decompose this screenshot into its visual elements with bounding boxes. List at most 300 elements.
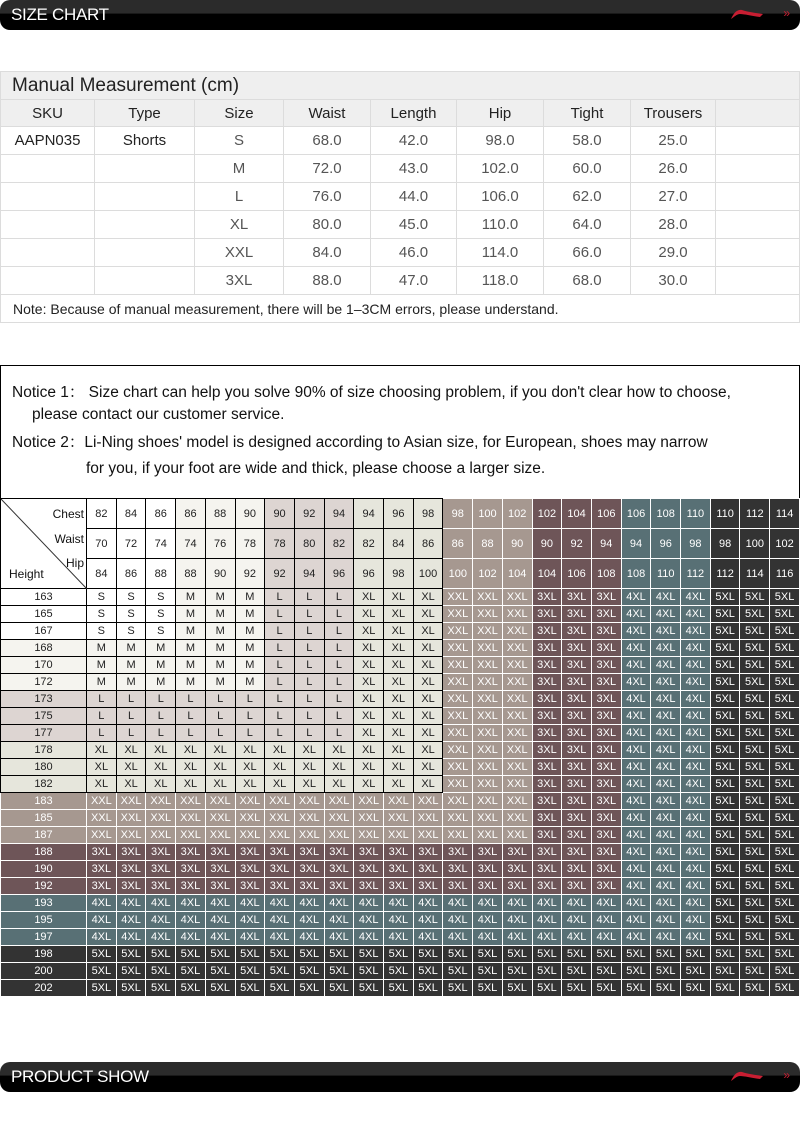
- size-cell: 4XL: [621, 674, 651, 691]
- size-cell: 5XL: [294, 980, 324, 997]
- size-cell: 5XL: [740, 810, 770, 827]
- size-cell: 5XL: [740, 623, 770, 640]
- size-cell: XXL: [205, 810, 235, 827]
- size-cell: XL: [324, 742, 354, 759]
- size-cell: 3XL: [591, 810, 621, 827]
- size-cell: 4XL: [681, 691, 711, 708]
- size-cell: 4XL: [621, 810, 651, 827]
- height-value: 180: [1, 759, 87, 776]
- size-cell: 4XL: [146, 929, 176, 946]
- size-cell: 3XL: [294, 878, 324, 895]
- size-cell: 3XL: [562, 810, 592, 827]
- table-cell: [95, 155, 195, 183]
- hip-value: 88: [146, 559, 176, 589]
- size-cell: 4XL: [473, 912, 503, 929]
- size-cell: 5XL: [532, 946, 562, 963]
- size-cell: 3XL: [532, 878, 562, 895]
- size-cell: XXL: [443, 623, 473, 640]
- size-cell: XL: [354, 725, 384, 742]
- size-cell: L: [146, 708, 176, 725]
- size-cell: 4XL: [621, 844, 651, 861]
- waist-value: 100: [740, 529, 770, 559]
- notice-2-line-1: Notice 2：Li-Ning shoes' model is designed according to Asian size, for European, shoes may narrow: [12, 434, 708, 451]
- size-row: [1, 776, 800, 793]
- hip-value: 84: [87, 559, 117, 589]
- size-cell: 5XL: [710, 776, 740, 793]
- size-cell: 3XL: [502, 844, 532, 861]
- col-header: SKU: [1, 100, 95, 127]
- size-cell: 5XL: [710, 742, 740, 759]
- size-cell: XL: [87, 776, 117, 793]
- table-cell: L: [195, 183, 284, 211]
- size-cell: M: [205, 640, 235, 657]
- size-cell: XL: [384, 708, 414, 725]
- size-cell: XXL: [473, 589, 503, 606]
- size-cell: L: [294, 691, 324, 708]
- height-value: 195: [1, 912, 87, 929]
- size-cell: 5XL: [562, 946, 592, 963]
- size-cell: 4XL: [591, 895, 621, 912]
- hip-value: 108: [621, 559, 651, 589]
- size-cell: 3XL: [591, 844, 621, 861]
- table-cell: 110.0: [457, 211, 544, 239]
- size-cell: XXL: [116, 810, 146, 827]
- size-cell: XXL: [176, 827, 206, 844]
- size-cell: 5XL: [740, 929, 770, 946]
- size-cell: 3XL: [324, 878, 354, 895]
- chest-value: 106: [591, 499, 621, 529]
- size-cell: 5XL: [770, 742, 800, 759]
- size-cell: 4XL: [354, 929, 384, 946]
- size-cell: XXL: [473, 623, 503, 640]
- size-cell: 3XL: [532, 606, 562, 623]
- size-cell: XXL: [502, 708, 532, 725]
- banner-title: SIZE CHART: [11, 5, 109, 24]
- size-cell: 5XL: [384, 963, 414, 980]
- size-cell: 4XL: [681, 895, 711, 912]
- size-cell: 5XL: [770, 674, 800, 691]
- height-value: 187: [1, 827, 87, 844]
- size-cell: 5XL: [710, 606, 740, 623]
- table-cell: [1, 183, 95, 211]
- size-cell: 4XL: [294, 929, 324, 946]
- size-cell: 3XL: [591, 708, 621, 725]
- size-cell: XL: [265, 759, 295, 776]
- height-value: 200: [1, 963, 87, 980]
- size-cell: M: [116, 640, 146, 657]
- size-cell: 5XL: [770, 861, 800, 878]
- size-cell: 4XL: [651, 759, 681, 776]
- size-cell: 5XL: [770, 946, 800, 963]
- table-cell: [716, 239, 800, 267]
- size-cell: L: [116, 708, 146, 725]
- size-cell: 4XL: [87, 929, 117, 946]
- size-cell: 5XL: [116, 946, 146, 963]
- size-cell: XL: [87, 759, 117, 776]
- waist-value: 102: [770, 529, 800, 559]
- size-cell: 5XL: [443, 980, 473, 997]
- size-cell: 5XL: [324, 946, 354, 963]
- table-row: [1, 267, 800, 295]
- size-row: [1, 861, 800, 878]
- waist-value: 94: [591, 529, 621, 559]
- size-cell: 4XL: [324, 912, 354, 929]
- size-cell: 3XL: [473, 844, 503, 861]
- size-cell: 3XL: [532, 827, 562, 844]
- double-chevron-icon: »: [783, 6, 790, 20]
- size-cell: XL: [384, 657, 414, 674]
- waist-value: 84: [384, 529, 414, 559]
- size-cell: L: [265, 691, 295, 708]
- height-value: 172: [1, 674, 87, 691]
- size-cell: M: [146, 674, 176, 691]
- chest-value: 114: [770, 499, 800, 529]
- col-header: Waist: [284, 100, 371, 127]
- size-cell: XXL: [502, 589, 532, 606]
- size-cell: 5XL: [770, 963, 800, 980]
- size-cell: XL: [413, 742, 443, 759]
- col-header: Type: [95, 100, 195, 127]
- size-cell: XXL: [473, 657, 503, 674]
- size-cell: XXL: [265, 810, 295, 827]
- size-cell: L: [205, 691, 235, 708]
- waist-value: 74: [146, 529, 176, 559]
- size-cell: 4XL: [354, 912, 384, 929]
- hip-value: 116: [770, 559, 800, 589]
- table-cell: 68.0: [284, 127, 371, 155]
- size-cell: L: [265, 589, 295, 606]
- size-cell: 3XL: [562, 861, 592, 878]
- size-cell: M: [87, 657, 117, 674]
- size-cell: 3XL: [591, 606, 621, 623]
- size-cell: 5XL: [146, 980, 176, 997]
- header-row: [1, 100, 800, 127]
- chest-value: 86: [176, 499, 206, 529]
- size-cell: 5XL: [621, 946, 651, 963]
- size-cell: 3XL: [532, 793, 562, 810]
- chest-value: 88: [205, 499, 235, 529]
- size-cell: XXL: [443, 606, 473, 623]
- size-cell: XL: [324, 759, 354, 776]
- size-cell: L: [324, 589, 354, 606]
- size-cell: XXL: [235, 793, 265, 810]
- hip-value: 92: [235, 559, 265, 589]
- size-cell: 4XL: [621, 793, 651, 810]
- table-cell: 28.0: [631, 211, 716, 239]
- size-cell: XXL: [384, 793, 414, 810]
- hip-value: 96: [354, 559, 384, 589]
- size-cell: M: [235, 657, 265, 674]
- table-cell: 84.0: [284, 239, 371, 267]
- size-cell: 4XL: [116, 895, 146, 912]
- size-cell: L: [205, 725, 235, 742]
- size-cell: L: [265, 725, 295, 742]
- size-cell: 5XL: [740, 912, 770, 929]
- col-header: Trousers: [631, 100, 716, 127]
- waist-value: 74: [176, 529, 206, 559]
- size-cell: XXL: [502, 776, 532, 793]
- size-cell: 3XL: [235, 878, 265, 895]
- size-cell: 5XL: [591, 946, 621, 963]
- size-cell: 3XL: [116, 844, 146, 861]
- size-row: [1, 623, 800, 640]
- size-cell: 4XL: [205, 929, 235, 946]
- size-cell: XL: [413, 708, 443, 725]
- size-row: [1, 691, 800, 708]
- size-cell: XL: [116, 742, 146, 759]
- chest-value: 106: [621, 499, 651, 529]
- size-cell: 4XL: [681, 742, 711, 759]
- table-cell: Shorts: [95, 127, 195, 155]
- size-cell: 4XL: [681, 657, 711, 674]
- table-title: Manual Measurement (cm): [1, 72, 800, 100]
- table-cell: 68.0: [544, 267, 631, 295]
- double-chevron-icon: »: [783, 1068, 790, 1082]
- size-cell: 4XL: [651, 742, 681, 759]
- size-cell: 4XL: [651, 623, 681, 640]
- height-value: 197: [1, 929, 87, 946]
- height-value: 178: [1, 742, 87, 759]
- size-cell: 5XL: [770, 810, 800, 827]
- size-cell: 3XL: [265, 844, 295, 861]
- hip-value: 88: [176, 559, 206, 589]
- size-cell: L: [235, 708, 265, 725]
- hip-value: 94: [294, 559, 324, 589]
- size-cell: 3XL: [354, 878, 384, 895]
- size-cell: 4XL: [621, 606, 651, 623]
- size-cell: 5XL: [681, 963, 711, 980]
- size-cell: 4XL: [443, 929, 473, 946]
- size-cell: 3XL: [176, 878, 206, 895]
- size-cell: 5XL: [651, 946, 681, 963]
- size-cell: 3XL: [591, 640, 621, 657]
- size-row: [1, 844, 800, 861]
- size-row: [1, 946, 800, 963]
- size-cell: XXL: [235, 827, 265, 844]
- size-cell: XXL: [473, 827, 503, 844]
- size-cell: 5XL: [740, 725, 770, 742]
- height-value: 177: [1, 725, 87, 742]
- size-cell: M: [235, 640, 265, 657]
- size-cell: 5XL: [621, 963, 651, 980]
- size-cell: XXL: [473, 793, 503, 810]
- height-value: 170: [1, 657, 87, 674]
- size-cell: 4XL: [681, 725, 711, 742]
- size-cell: 3XL: [562, 623, 592, 640]
- size-cell: 5XL: [384, 980, 414, 997]
- size-cell: 4XL: [621, 878, 651, 895]
- size-cell: 4XL: [146, 912, 176, 929]
- waist-value: 70: [87, 529, 117, 559]
- size-cell: 3XL: [205, 844, 235, 861]
- size-cell: 4XL: [532, 912, 562, 929]
- size-cell: 5XL: [710, 810, 740, 827]
- size-cell: 5XL: [502, 963, 532, 980]
- size-cell: 4XL: [324, 929, 354, 946]
- table-cell: [95, 239, 195, 267]
- size-cell: 3XL: [562, 657, 592, 674]
- col-header: [716, 100, 800, 127]
- size-cell: XXL: [502, 725, 532, 742]
- size-row: [1, 827, 800, 844]
- size-cell: 3XL: [384, 844, 414, 861]
- size-cell: XXL: [473, 606, 503, 623]
- size-cell: 5XL: [710, 589, 740, 606]
- height-value: 168: [1, 640, 87, 657]
- size-cell: 5XL: [770, 640, 800, 657]
- size-cell: 5XL: [443, 963, 473, 980]
- size-cell: 5XL: [176, 963, 206, 980]
- size-cell: 3XL: [532, 742, 562, 759]
- height-value: 190: [1, 861, 87, 878]
- waist-value: 88: [473, 529, 503, 559]
- size-cell: XXL: [146, 793, 176, 810]
- table-cell: 80.0: [284, 211, 371, 239]
- size-cell: M: [176, 657, 206, 674]
- size-cell: XL: [176, 776, 206, 793]
- size-cell: M: [176, 623, 206, 640]
- size-cell: XXL: [413, 810, 443, 827]
- size-cell: XXL: [413, 793, 443, 810]
- size-cell: 5XL: [146, 963, 176, 980]
- waist-value: 90: [502, 529, 532, 559]
- size-cell: XXL: [176, 793, 206, 810]
- waist-value: 92: [562, 529, 592, 559]
- table-row: [1, 239, 800, 267]
- size-cell: 5XL: [770, 793, 800, 810]
- table-cell: 25.0: [631, 127, 716, 155]
- size-cell: XXL: [354, 810, 384, 827]
- size-cell: XL: [324, 776, 354, 793]
- size-cell: XL: [205, 759, 235, 776]
- size-row: [1, 606, 800, 623]
- size-cell: S: [87, 606, 117, 623]
- size-cell: XL: [384, 691, 414, 708]
- table-cell: 43.0: [371, 155, 457, 183]
- size-row: [1, 793, 800, 810]
- chest-row: [1, 499, 800, 529]
- size-cell: 3XL: [591, 793, 621, 810]
- size-cell: XL: [354, 691, 384, 708]
- hip-value: 114: [740, 559, 770, 589]
- size-cell: XXL: [324, 810, 354, 827]
- size-cell: 5XL: [87, 980, 117, 997]
- table-cell: [716, 183, 800, 211]
- height-value: 183: [1, 793, 87, 810]
- size-cell: 5XL: [591, 963, 621, 980]
- waist-value: 98: [710, 529, 740, 559]
- size-cell: 5XL: [354, 963, 384, 980]
- size-cell: XXL: [443, 657, 473, 674]
- size-cell: 3XL: [87, 861, 117, 878]
- size-cell: XL: [354, 623, 384, 640]
- size-cell: S: [116, 606, 146, 623]
- table-row: [1, 183, 800, 211]
- size-cell: XXL: [473, 810, 503, 827]
- size-row: [1, 963, 800, 980]
- size-cell: XL: [354, 606, 384, 623]
- size-cell: XL: [384, 674, 414, 691]
- size-cell: 5XL: [265, 946, 295, 963]
- size-cell: L: [235, 691, 265, 708]
- waist-value: 82: [354, 529, 384, 559]
- size-cell: XXL: [443, 708, 473, 725]
- size-cell: XL: [354, 742, 384, 759]
- size-cell: 3XL: [384, 861, 414, 878]
- size-cell: XXL: [443, 691, 473, 708]
- size-cell: 4XL: [413, 912, 443, 929]
- size-cell: XL: [384, 776, 414, 793]
- size-cell: XL: [413, 640, 443, 657]
- size-cell: 4XL: [681, 759, 711, 776]
- size-cell: M: [205, 606, 235, 623]
- chest-value: 86: [146, 499, 176, 529]
- size-row: [1, 742, 800, 759]
- size-cell: 3XL: [324, 844, 354, 861]
- size-cell: 5XL: [740, 844, 770, 861]
- size-cell: L: [324, 725, 354, 742]
- table-cell: S: [195, 127, 284, 155]
- size-cell: XXL: [443, 674, 473, 691]
- size-cell: 4XL: [651, 895, 681, 912]
- size-cell: XL: [205, 742, 235, 759]
- size-cell: 3XL: [562, 793, 592, 810]
- hip-value: 106: [562, 559, 592, 589]
- grid-corner: [1, 499, 87, 589]
- size-cell: 5XL: [710, 708, 740, 725]
- hip-value: 90: [205, 559, 235, 589]
- size-cell: 4XL: [205, 895, 235, 912]
- size-cell: L: [265, 674, 295, 691]
- size-cell: 4XL: [562, 929, 592, 946]
- waist-value: 82: [324, 529, 354, 559]
- size-cell: 3XL: [532, 640, 562, 657]
- size-cell: 5XL: [176, 946, 206, 963]
- size-cell: 5XL: [235, 946, 265, 963]
- height-value: 173: [1, 691, 87, 708]
- banner-title: PRODUCT SHOW: [11, 1067, 149, 1086]
- size-cell: 3XL: [562, 589, 592, 606]
- size-cell: 3XL: [294, 861, 324, 878]
- size-cell: M: [235, 674, 265, 691]
- size-cell: 3XL: [354, 861, 384, 878]
- size-cell: XL: [384, 640, 414, 657]
- size-cell: 3XL: [591, 674, 621, 691]
- size-cell: 3XL: [265, 878, 295, 895]
- size-cell: XL: [354, 708, 384, 725]
- size-cell: XXL: [473, 725, 503, 742]
- size-cell: XXL: [473, 742, 503, 759]
- size-cell: XL: [205, 776, 235, 793]
- size-cell: 5XL: [710, 623, 740, 640]
- size-cell: XXL: [324, 793, 354, 810]
- size-cell: 5XL: [770, 759, 800, 776]
- size-cell: L: [324, 674, 354, 691]
- hip-label: Hip: [65, 556, 84, 570]
- size-cell: 3XL: [532, 691, 562, 708]
- size-cell: 5XL: [324, 963, 354, 980]
- height-value: 182: [1, 776, 87, 793]
- table-cell: 102.0: [457, 155, 544, 183]
- size-cell: 5XL: [710, 946, 740, 963]
- size-cell: 3XL: [116, 878, 146, 895]
- size-cell: 3XL: [591, 691, 621, 708]
- size-cell: XXL: [443, 793, 473, 810]
- hip-value: 112: [681, 559, 711, 589]
- size-cell: XXL: [443, 810, 473, 827]
- size-cell: 5XL: [294, 946, 324, 963]
- size-cell: XXL: [354, 793, 384, 810]
